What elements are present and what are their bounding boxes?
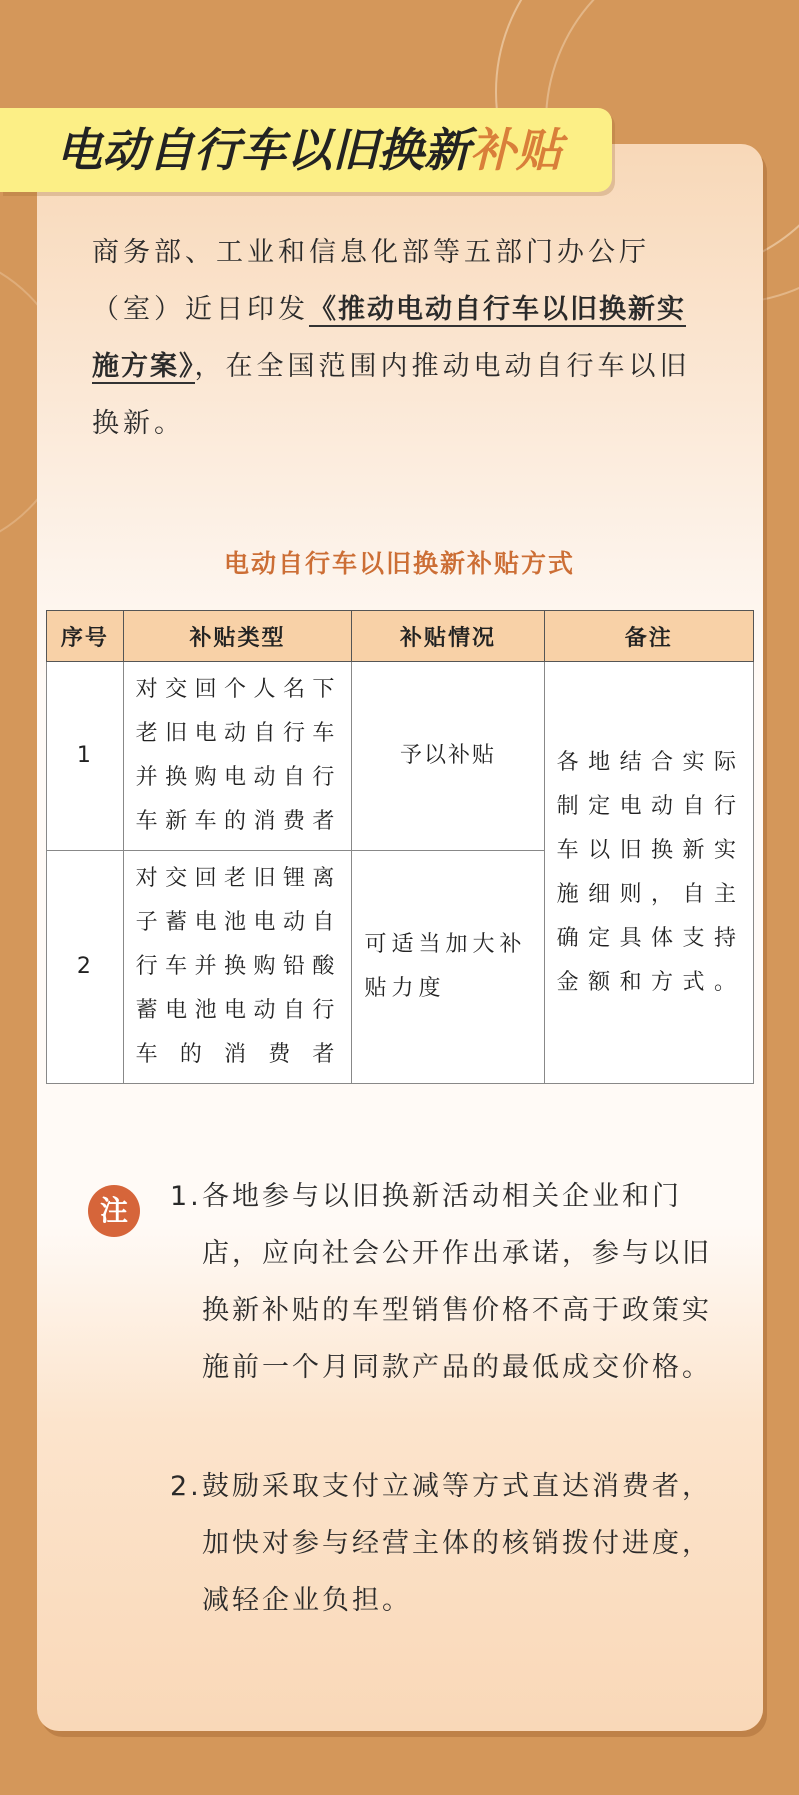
- row-subsidy: 可适当加大补贴力度: [352, 851, 544, 1084]
- table-row: [47, 662, 754, 851]
- intro-after: ，在全国范围内推动电动自行车以旧换新。: [92, 351, 691, 439]
- note-item: [170, 1168, 720, 1396]
- column-header-subsidy: 补贴情况: [352, 611, 544, 662]
- row-number: 2: [47, 851, 124, 1084]
- column-header-remark: 备注: [544, 611, 753, 662]
- row-type: 对交回个人名下老旧电动自行车并换购电动自行车新车的消费者: [123, 662, 352, 851]
- note-badge: 注: [88, 1185, 140, 1237]
- note-number: 2.: [170, 1471, 202, 1502]
- subsidy-table: [46, 610, 754, 1084]
- column-header-number: 序号: [47, 611, 124, 662]
- row-number: 1: [47, 662, 124, 851]
- intro-before: 商务部、工业和信息化部等五部门办公厅（室）近日印发: [92, 237, 650, 325]
- row-subsidy: 予以补贴: [352, 662, 544, 851]
- row-type: 对交回老旧锂离子蓄电池电动自行车并换购铅酸蓄电池电动自行车的消费者: [123, 851, 352, 1084]
- intro-paragraph: [92, 224, 712, 452]
- note-text: 鼓励采取支付立减等方式直达消费者，加快对参与经营主体的核销拨付进度，减轻企业负担。: [202, 1471, 712, 1616]
- column-header-type: 补贴类型: [123, 611, 352, 662]
- table-header-row: [47, 611, 754, 662]
- row-remark: 各地结合实际制定电动自行车以旧换新实施细则，自主确定具体支持金额和方式。: [544, 662, 753, 1084]
- table-caption: 电动自行车以旧换新补贴方式: [223, 549, 575, 578]
- page-title: [56, 110, 562, 190]
- note-text: 各地参与以旧换新活动相关企业和门店，应向社会公开作出承诺，参与以旧换新补贴的车型销售价格不高于政策实施前一个月同款产品的最低成交价格。: [202, 1181, 712, 1383]
- note-item: [170, 1458, 720, 1629]
- title-accent: 补贴: [470, 123, 562, 177]
- document-title: 《推动电动自行车以旧换新实施方案》: [92, 294, 686, 382]
- note-number: 1.: [170, 1181, 202, 1212]
- title-main: 电动自行车以旧换新: [56, 123, 470, 177]
